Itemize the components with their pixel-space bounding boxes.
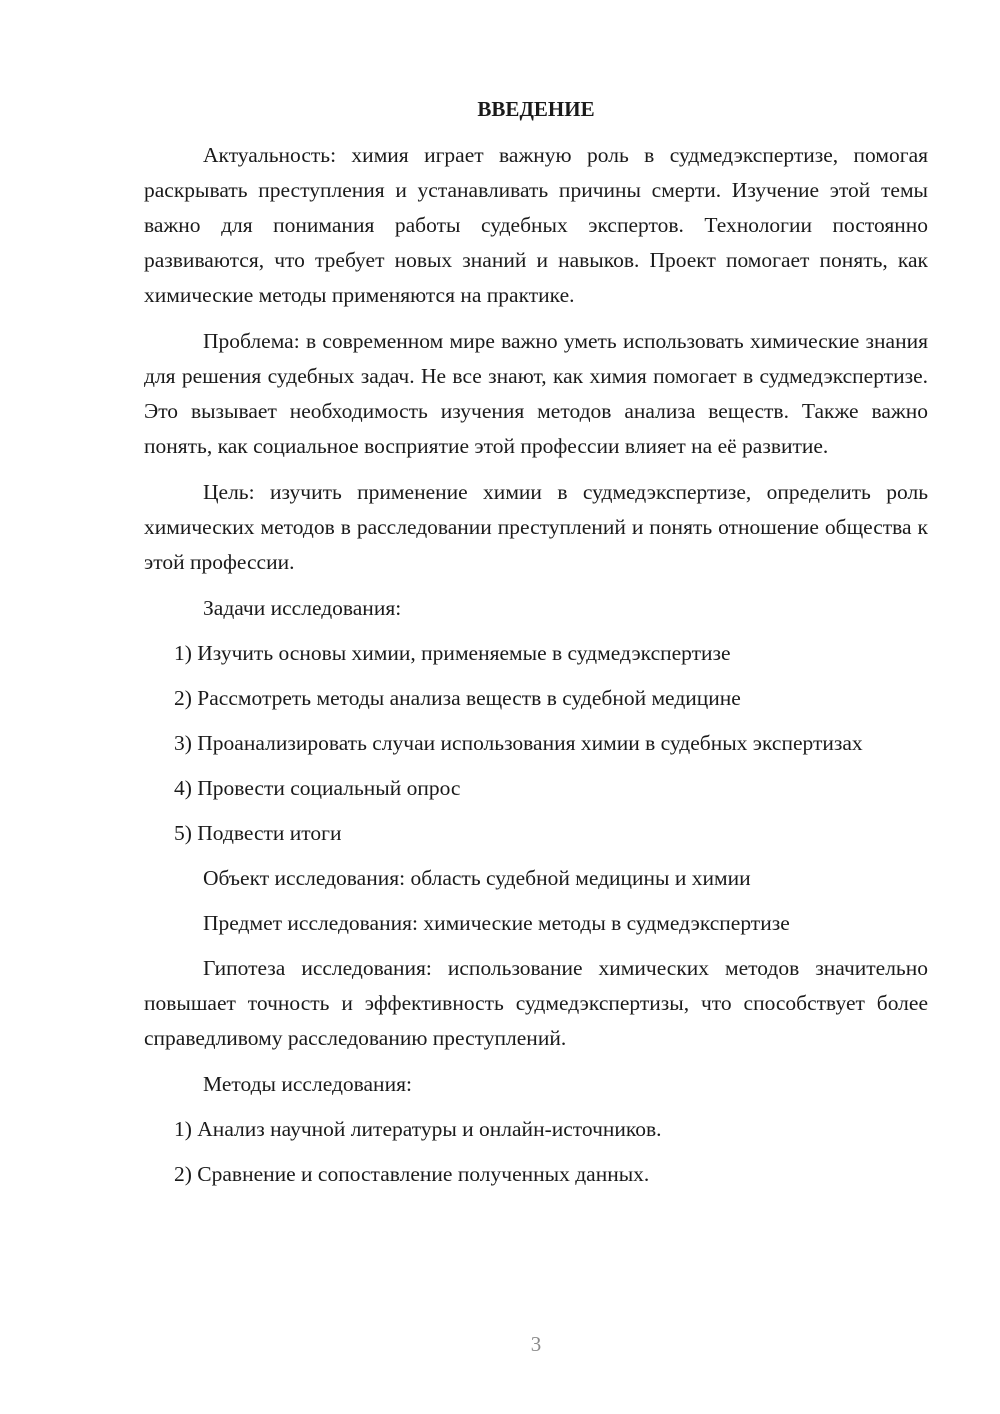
task-item: 2) Рассмотреть методы анализа веществ в судебной медицине — [174, 686, 741, 710]
task-item: 3) Проанализировать случаи использования химии в судебных экспертизах — [174, 731, 863, 755]
goal-paragraph: Цель: изучить применение химии в судмедэкспертизе, определить роль химических методов в расследовании преступлений и понять отношение общества к этой профессии. — [144, 480, 928, 574]
method-item: 1) Анализ научной литературы и онлайн-источников. — [174, 1117, 662, 1141]
task-item: 5) Подвести итоги — [174, 821, 342, 845]
problem-paragraph: Проблема: в современном мире важно уметь использовать химические знания для решения судебных задач. Не все знают, как химия помогает в судмедэкспертизе. Это вызывает необходимость изучения методов анализа веществ. Также важно понять, как социальное восприятие этой профессии влияет на её развитие. — [144, 329, 928, 458]
task-item: 4) Провести социальный опрос — [174, 776, 461, 800]
tasks-heading: Задачи исследования: — [203, 596, 402, 620]
research-subject: Предмет исследования: химические методы в судмедэкспертизе — [203, 911, 790, 935]
task-item: 1) Изучить основы химии, применяемые в судмедэкспертизе — [174, 641, 731, 665]
page-title: ВВЕДЕНИЕ — [477, 97, 595, 121]
relevance-paragraph: Актуальность: химия играет важную роль в судмедэкспертизе, помогая раскрывать преступления и устанавливать причины смерти. Изучение этой темы важно для понимания работы судебных экспертов. Технологии постоянно развиваются, что требует новых знаний и навыков. Проект помогает понять, как химические методы применяются на практике. — [144, 143, 928, 307]
method-item: 2) Сравнение и сопоставление полученных данных. — [174, 1162, 650, 1186]
hypothesis-paragraph: Гипотеза исследования: использование химических методов значительно повышает точность и эффективность судмедэкспертизы, что способствует более справедливому расследованию преступлений. — [144, 956, 928, 1050]
page-number: 3 — [530, 1332, 542, 1356]
research-object: Объект исследования: область судебной медицины и химии — [203, 866, 751, 890]
document-page — [144, 92, 928, 1202]
methods-heading: Методы исследования: — [203, 1072, 412, 1096]
